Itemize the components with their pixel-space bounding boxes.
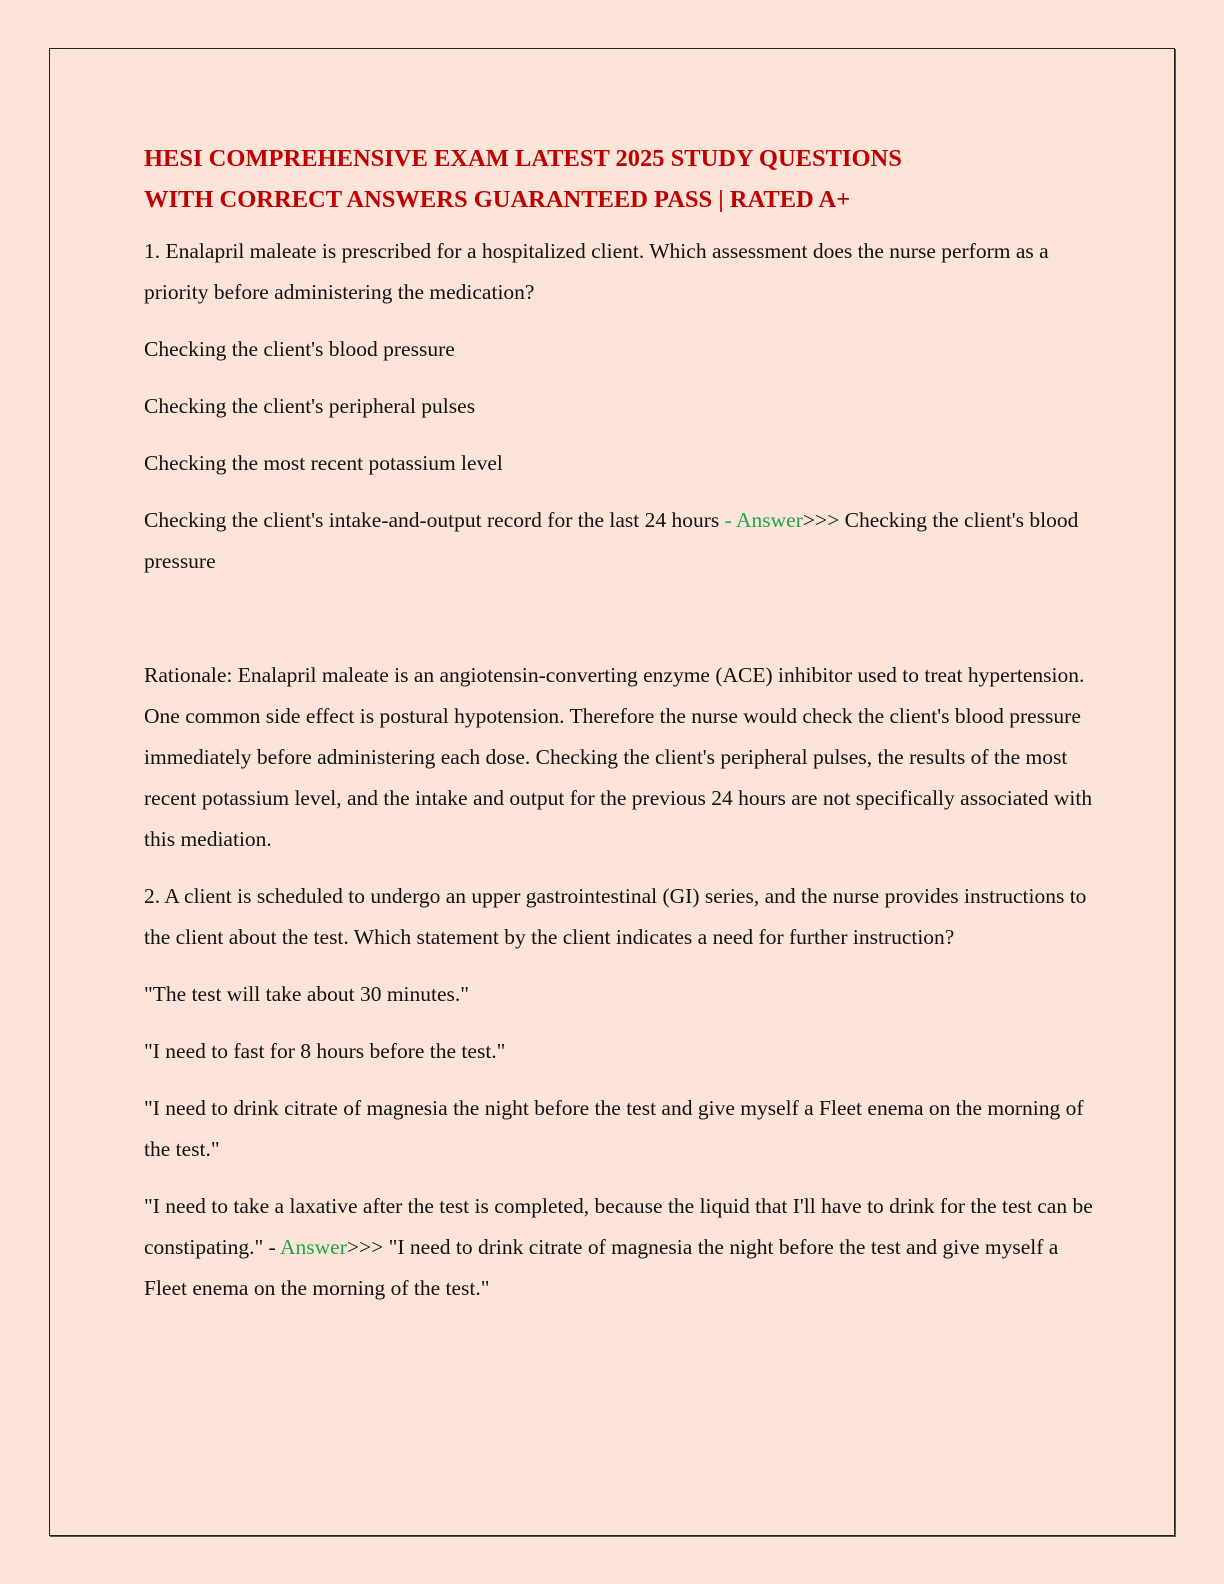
question-2-answer: >>> "I need to drink citrate of magnesia the night before the test and give myself a Fleet enema on the morning of the test." <box>144 1235 1059 1300</box>
question-2-option-a: "The test will take about 30 minutes." <box>144 982 470 1006</box>
question-1-answer: >>> Checking the client's blood pressure <box>144 508 1079 573</box>
title-line-1: HESI COMPREHENSIVE EXAM LATEST 2025 STUDY QUESTIONS <box>144 145 902 172</box>
question-2-option-b: "I need to fast for 8 hours before the test." <box>144 1039 506 1063</box>
question-1-option-d: Checking the client's intake-and-output record for the last 24 hours <box>144 508 720 532</box>
question-2-stem: 2. A client is scheduled to undergo an upper gastrointestinal (GI) series, and the nurse provides instructions to the client about the test. Which statement by the client indicates a need for further instruction? <box>144 884 1087 949</box>
question-1-answer-tag: - Answer <box>724 508 803 532</box>
question-1-option-d-with-answer <box>144 500 1094 582</box>
section-spacer <box>144 598 1094 655</box>
question-1-option-b: Checking the client's peripheral pulses <box>144 394 476 418</box>
title-line-2: WITH CORRECT ANSWERS GUARANTEED PASS | RATED A+ <box>144 186 851 213</box>
document-body <box>144 138 1094 1325</box>
question-1-option-a: Checking the client's blood pressure <box>144 337 455 361</box>
question-2-option-d-with-answer <box>144 1186 1094 1309</box>
document-title <box>144 138 1094 220</box>
question-2-answer-tag: Answer <box>280 1235 347 1259</box>
question-2-option-c: "I need to drink citrate of magnesia the night before the test and give myself a Fleet enema on the morning of the test." <box>144 1096 1084 1161</box>
question-1-rationale: Rationale: Enalapril maleate is an angiotensin-converting enzyme (ACE) inhibitor used to treat hypertension. One common side effect is postural hypotension. Therefore the nurse would check the client's blood pressure immediately before administering each dose. Checking the client's peripheral pulses, the results of the most recent potassium level, and the intake and output for the previous 24 hours are not specifically associated with this mediation. <box>144 663 1093 851</box>
question-1-stem: 1. Enalapril maleate is prescribed for a hospitalized client. Which assessment does the nurse perform as a priority before administering the medication? <box>144 239 1049 304</box>
question-2-option-d: "I need to take a laxative after the test is completed, because the liquid that I'll have to drink for the test can be constipating." - <box>144 1194 1093 1259</box>
question-1-option-c: Checking the most recent potassium level <box>144 451 503 475</box>
